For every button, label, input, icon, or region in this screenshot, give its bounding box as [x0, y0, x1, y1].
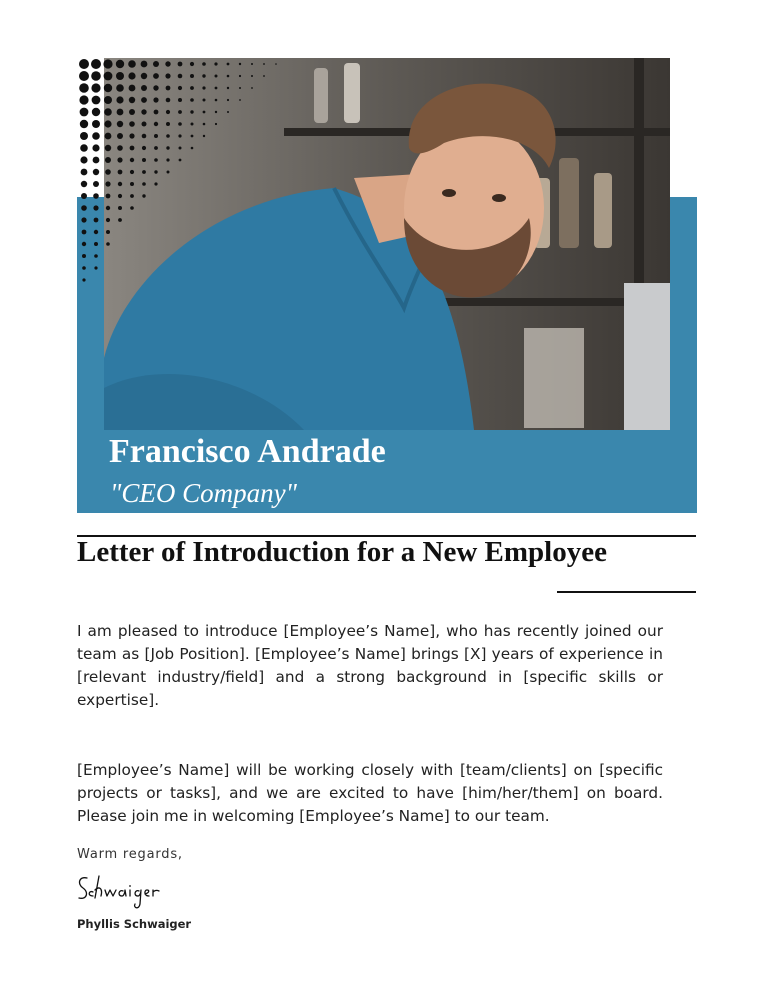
- closing-salutation: Warm regards,: [77, 847, 183, 862]
- title-accent-rule: [557, 591, 696, 593]
- employee-name-heading: Francisco Andrade: [109, 433, 386, 470]
- employee-role-subtitle: "CEO Company": [110, 478, 297, 508]
- handwritten-signature: [73, 868, 163, 912]
- signer-name: Phyllis Schwaiger: [77, 917, 192, 931]
- halftone-dot-pattern: [78, 58, 293, 288]
- letter-title: Letter of Introduction for a New Employee: [77, 536, 607, 568]
- body-paragraph-1: I am pleased to introduce [Employee’s Name], who has recently joined our team as [Job Position]. [Employee’s Name] brings [X] years of experience in [relevant industry/field] and a strong background in [specific skills or expertise].: [77, 622, 663, 709]
- body-paragraph-2: [Employee’s Name] will be working closely with [team/clients] on [specific projects or tasks], and we are excited to have [him/her/them] on board. Please join me in welcoming [Employee’s Name] to our team.: [77, 761, 663, 825]
